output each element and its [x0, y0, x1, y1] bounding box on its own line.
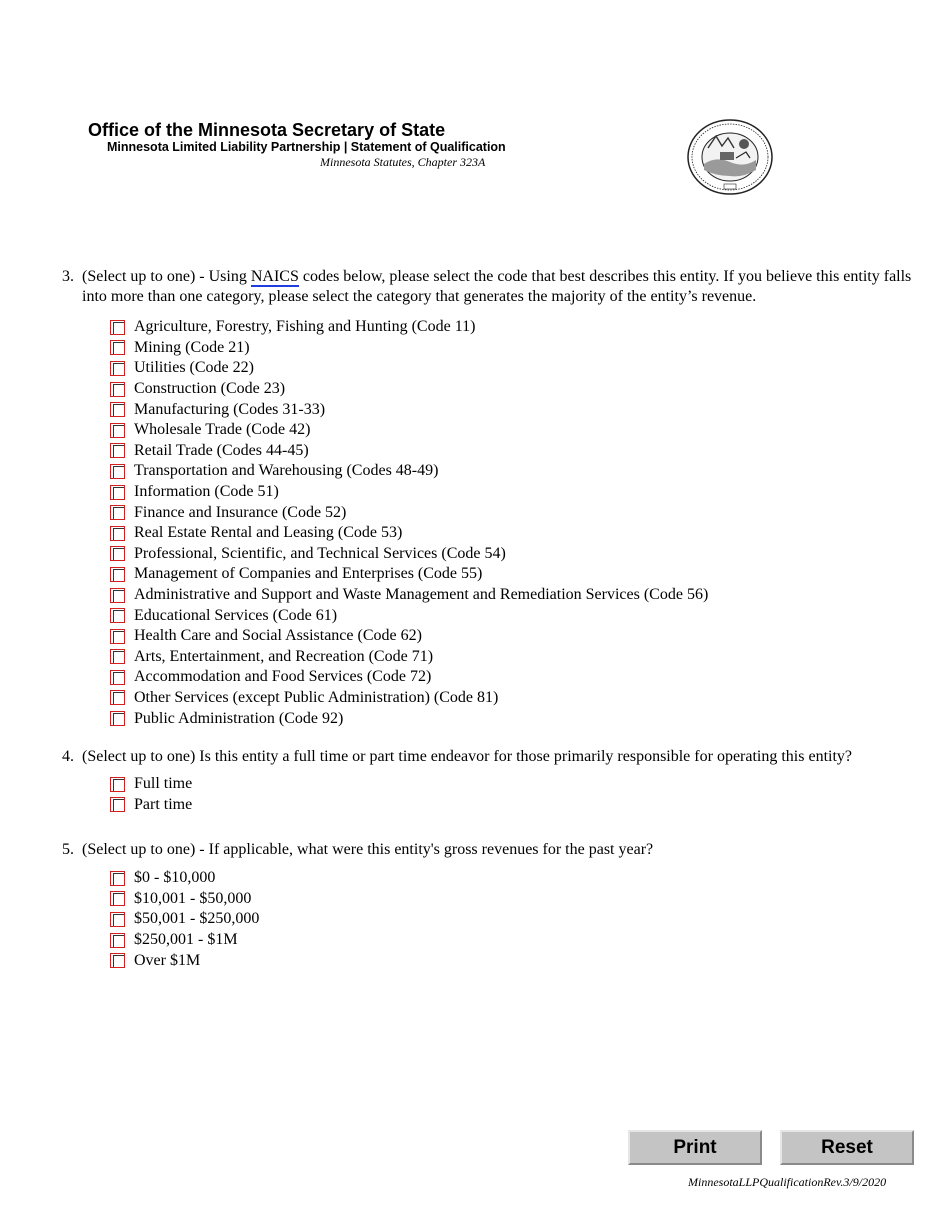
naics-option-label: Agriculture, Forestry, Fishing and Hunting (Code 11)	[134, 318, 476, 336]
revenue-checkbox[interactable]	[110, 891, 125, 906]
question-5	[62, 840, 912, 860]
naics-checkbox[interactable]	[110, 526, 125, 541]
naics-option[interactable]	[110, 667, 708, 688]
naics-option-label: Finance and Insurance (Code 52)	[134, 503, 347, 521]
question-3-text-before: (Select up to one) - Using	[82, 268, 247, 285]
naics-option-label: Information (Code 51)	[134, 483, 279, 501]
naics-checkbox[interactable]	[110, 443, 125, 458]
naics-checkbox[interactable]	[110, 629, 125, 644]
naics-option[interactable]	[110, 605, 708, 626]
endeavor-option[interactable]	[110, 774, 192, 795]
reset-button[interactable]: Reset	[780, 1130, 914, 1165]
naics-option[interactable]	[110, 647, 708, 668]
revenue-option-label: $10,001 - $50,000	[134, 889, 252, 907]
print-button[interactable]: Print	[628, 1130, 762, 1165]
naics-option[interactable]	[110, 461, 708, 482]
revenue-checkbox[interactable]	[110, 933, 125, 948]
endeavor-options	[110, 774, 192, 815]
naics-option-label: Public Administration (Code 92)	[134, 709, 344, 727]
naics-option[interactable]	[110, 688, 708, 709]
naics-checkbox[interactable]	[110, 320, 125, 335]
revenue-option-label: $0 - $10,000	[134, 869, 216, 887]
revenue-checkbox[interactable]	[110, 953, 125, 968]
question-3-text-after: codes below, please select the code that best describes this entity. If you believe this entity falls into more than one category, please select the category that generates the majority of the entity’s revenue.	[82, 268, 912, 305]
naics-checkbox[interactable]	[110, 588, 125, 603]
naics-checkbox[interactable]	[110, 690, 125, 705]
revenue-option[interactable]	[110, 889, 259, 910]
naics-option[interactable]	[110, 399, 708, 420]
naics-option[interactable]	[110, 544, 708, 565]
naics-option-label: Professional, Scientific, and Technical Services (Code 54)	[134, 544, 506, 562]
question-3-text	[82, 267, 912, 307]
naics-option[interactable]	[110, 564, 708, 585]
naics-checkbox[interactable]	[110, 505, 125, 520]
naics-checkbox[interactable]	[110, 567, 125, 582]
endeavor-checkbox[interactable]	[110, 777, 125, 792]
question-4-text: (Select up to one) Is this entity a full time or part time endeavor for those primarily responsible for operating this entity?	[82, 748, 853, 765]
naics-option[interactable]	[110, 502, 708, 523]
naics-option-label: Construction (Code 23)	[134, 380, 286, 398]
naics-option-label: Manufacturing (Codes 31-33)	[134, 400, 326, 418]
naics-option[interactable]	[110, 626, 708, 647]
naics-option-label: Management of Companies and Enterprises (Code 55)	[134, 565, 483, 583]
question-4	[62, 747, 912, 767]
endeavor-checkbox[interactable]	[110, 797, 125, 812]
endeavor-option[interactable]	[110, 795, 192, 816]
form-subtitle: Minnesota Limited Liability Partnership | Statement of Qualification	[107, 140, 506, 154]
office-title: Office of the Minnesota Secretary of State	[88, 120, 446, 140]
question-5-number: 5.	[62, 841, 74, 858]
revenue-option[interactable]	[110, 930, 259, 951]
endeavor-option-label: Full time	[134, 775, 193, 793]
naics-option-label: Health Care and Social Assistance (Code 62)	[134, 627, 422, 645]
naics-option-label: Real Estate Rental and Leasing (Code 53)	[134, 524, 403, 542]
naics-option-label: Other Services (except Public Administration) (Code 81)	[134, 688, 499, 706]
naics-option-label: Mining (Code 21)	[134, 338, 250, 356]
naics-option-label: Educational Services (Code 61)	[134, 606, 338, 624]
naics-option-label: Arts, Entertainment, and Recreation (Code 71)	[134, 647, 434, 665]
statute-reference: Minnesota Statutes, Chapter 323A	[320, 155, 486, 169]
revenue-option-label: $250,001 - $1M	[134, 931, 238, 949]
naics-option-label: Utilities (Code 22)	[134, 359, 254, 377]
naics-option[interactable]	[110, 379, 708, 400]
naics-option[interactable]	[110, 523, 708, 544]
naics-option[interactable]	[110, 482, 708, 503]
naics-option[interactable]	[110, 338, 708, 359]
naics-link[interactable]: NAICS	[250, 268, 299, 285]
revenue-option-label: Over $1M	[134, 951, 201, 969]
naics-option[interactable]	[110, 317, 708, 338]
form-revision: MinnesotaLLPQualificationRev.3/9/2020	[688, 1175, 887, 1189]
naics-option[interactable]	[110, 358, 708, 379]
naics-option-label: Wholesale Trade (Code 42)	[134, 421, 311, 439]
naics-checkbox[interactable]	[110, 485, 125, 500]
naics-option[interactable]	[110, 420, 708, 441]
naics-options	[110, 317, 708, 729]
revenue-option[interactable]	[110, 909, 259, 930]
naics-checkbox[interactable]	[110, 670, 125, 685]
page-header	[88, 120, 506, 169]
revenue-option[interactable]	[110, 868, 259, 889]
question-3-number: 3.	[62, 268, 74, 285]
endeavor-option-label: Part time	[134, 795, 193, 813]
revenue-option[interactable]	[110, 950, 259, 971]
naics-checkbox[interactable]	[110, 382, 125, 397]
question-3	[62, 267, 912, 307]
naics-option[interactable]	[110, 585, 708, 606]
question-5-text: (Select up to one) - If applicable, what were this entity's gross revenues for the past year?	[82, 841, 654, 858]
revenue-options	[110, 868, 259, 971]
naics-checkbox[interactable]	[110, 423, 125, 438]
revenue-checkbox[interactable]	[110, 871, 125, 886]
naics-checkbox[interactable]	[110, 649, 125, 664]
question-4-number: 4.	[62, 748, 74, 765]
state-seal-icon	[686, 118, 774, 196]
naics-checkbox[interactable]	[110, 340, 125, 355]
naics-option[interactable]	[110, 708, 708, 729]
revenue-option-label: $50,001 - $250,000	[134, 910, 260, 928]
naics-checkbox[interactable]	[110, 402, 125, 417]
naics-checkbox[interactable]	[110, 711, 125, 726]
naics-option[interactable]	[110, 441, 708, 462]
naics-option-label: Accommodation and Food Services (Code 72)	[134, 668, 432, 686]
naics-option-label: Retail Trade (Codes 44-45)	[134, 441, 309, 459]
naics-checkbox[interactable]	[110, 608, 125, 623]
naics-checkbox[interactable]	[110, 361, 125, 376]
naics-option-label: Transportation and Warehousing (Codes 48-49)	[134, 462, 439, 480]
naics-option-label: Administrative and Support and Waste Management and Remediation Services (Code 56)	[134, 586, 709, 604]
naics-checkbox[interactable]	[110, 464, 125, 479]
naics-checkbox[interactable]	[110, 546, 125, 561]
revenue-checkbox[interactable]	[110, 912, 125, 927]
